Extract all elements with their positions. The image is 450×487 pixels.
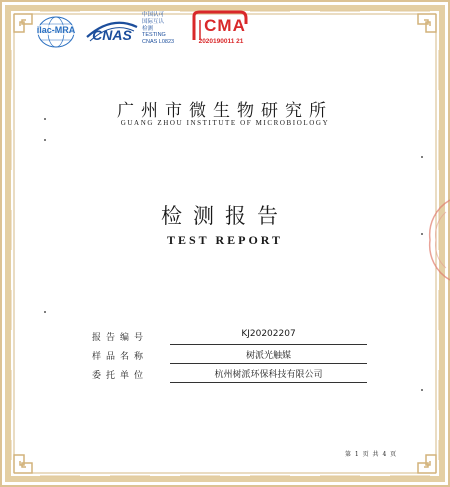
sample-name-value: 树派光触媒 xyxy=(170,348,367,364)
cnas-en-line: TESTING xyxy=(142,32,166,39)
client-value: 杭州树派环保科技有限公司 xyxy=(170,367,367,383)
cnas-cn-line: 检测 xyxy=(142,25,154,32)
sample-name-row xyxy=(92,348,367,365)
report-info-table xyxy=(92,329,367,386)
cma-logo-text: CMA xyxy=(204,16,246,35)
report-number-label: 报告编号 xyxy=(92,333,149,343)
report-number-row xyxy=(92,329,367,346)
cnas-logo-text: CNAS xyxy=(92,27,132,43)
cma-number: 2020190011 21 xyxy=(198,38,244,45)
report-number-value: KJ20202207 xyxy=(170,329,367,345)
institute-name-en: GUANG ZHOU INSTITUTE OF MICROBIOLOGY xyxy=(120,119,330,127)
cnas-logo xyxy=(84,13,140,51)
cnas-en-line: CNAS L0823 xyxy=(142,39,175,46)
ilac-mra-logo xyxy=(33,13,79,51)
cnas-cn-line: 国际互认 xyxy=(142,18,165,25)
client-row xyxy=(92,367,367,384)
ilac-logo-text: ilac-MRA xyxy=(33,25,79,35)
client-label: 委托单位 xyxy=(92,371,149,381)
report-title-en: TEST REPORT xyxy=(166,233,284,247)
cnas-cn-line: 中国认可 xyxy=(142,12,165,18)
page-number: 第 1 页 共 4 页 xyxy=(345,451,398,458)
sample-name-label: 样品名称 xyxy=(92,352,149,362)
cnas-caption xyxy=(142,12,174,46)
institute-name-cn: 广州市微生物研究所 xyxy=(117,101,333,121)
report-title-cn: 检测报告 xyxy=(161,204,289,228)
